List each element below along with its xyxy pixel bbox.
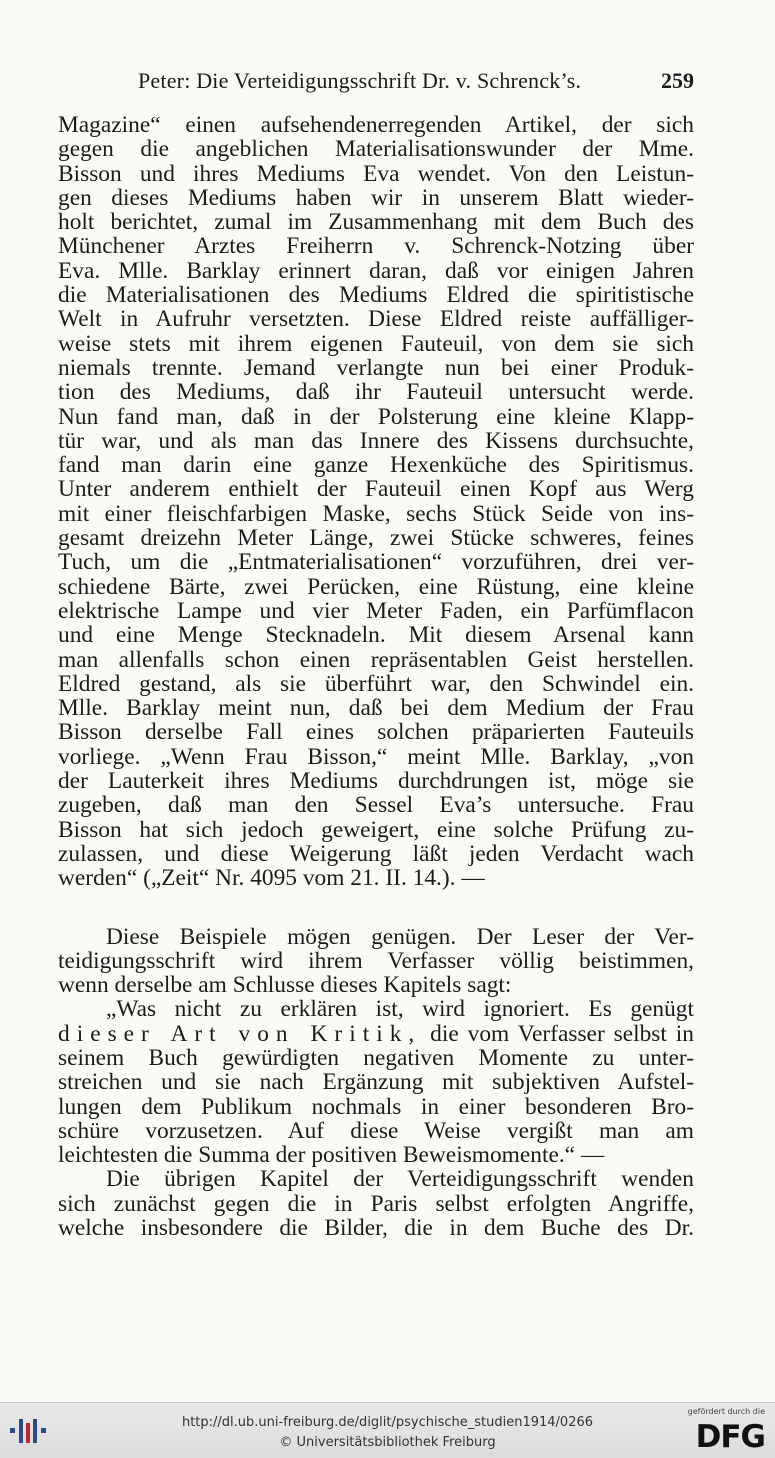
text-line: Welt in Aufruhr versetzten. Diese Eldred reiste auffälliger-	[58, 307, 694, 332]
text-line: Münchener Arztes Freiherrn v. Schrenck-Notzing über	[58, 234, 694, 259]
text-line: gegen die angeblichen Materialisationswunder der Mme.	[58, 137, 694, 162]
text-line: mit einer fleischfarbigen Maske, sechs Stück Seide von ins-	[58, 501, 694, 527]
text-line: schiedene Bärte, zwei Perücken, eine Rüstung, eine kleine	[58, 574, 694, 599]
text-line: zulassen, und diese Weigerung läßt jeden Verdacht wach	[58, 841, 694, 867]
text-line: der Lauterkeit ihres Mediums durchdrungen ist, möge sie	[58, 769, 694, 794]
digitization-footer	[0, 1402, 775, 1458]
paragraph-1	[58, 113, 694, 891]
text-line: Mlle. Barklay meint nun, daß bei dem Medium der Frau	[58, 696, 694, 721]
text-line: Eva. Mlle. Barklay erinnert daran, daß vor einigen Jahren	[58, 258, 694, 284]
text-span: die vom Verfasser selbst in	[421, 1021, 694, 1046]
text-line: Unter anderem enthielt der Fauteuil einen Kopf aus Werg	[58, 477, 694, 502]
text-line: man allenfalls schon einen repräsentablen Geist herstellen.	[58, 647, 694, 672]
text-line: Diese Beispiele mögen genügen. Der Leser der Ver-	[106, 924, 694, 949]
text-line: Tuch, um die „Entmaterialisationen“ vorzuführen, drei ver-	[58, 550, 694, 575]
text-line: vorliege. „Wenn Frau Bisson,“ meint Mlle. Barklay, „von	[58, 744, 694, 770]
copyright-notice: © Universitätsbibliothek Freiburg	[279, 1435, 496, 1450]
text-line: Die übrigen Kapitel der Verteidigungsschrift wenden	[106, 1167, 694, 1192]
text-line: niemals trennte. Jemand verlangte nun bei einer Produk-	[58, 355, 694, 381]
block-quote	[58, 997, 694, 1167]
text-line: Magazine“ einen aufsehendenerregenden Artikel, der sich	[58, 113, 694, 138]
text-line: leichtesten die Summa der positiven Beweismomente.“ —	[58, 1143, 605, 1168]
text-line: gen dieses Mediums haben wir in unserem Blatt wieder-	[58, 185, 694, 211]
text-line: lungen dem Publikum nochmals in einer besonderen Bro-	[58, 1094, 694, 1119]
text-line: zugeben, daß man den Sessel Eva’s untersuche. Frau	[58, 793, 694, 818]
text-line: Nun fand man, daß in der Polsterung eine kleine Klapp-	[58, 404, 694, 429]
text-line: elektrische Lampe und vier Meter Faden, ein Parfümflacon	[58, 598, 694, 624]
dfg-wordmark: DFG	[695, 1419, 765, 1455]
paragraph-2	[58, 925, 694, 998]
text-line: fand man darin eine ganze Hexenküche des Spiritismus.	[58, 453, 694, 478]
emphasized-text: dieser Art von Kritik,	[58, 1021, 422, 1046]
text-line: tür war, und als man das Innere des Kissens durchsuchte,	[58, 428, 694, 454]
text-line: Eldred gestand, als sie überführt war, den Schwindel ein.	[58, 671, 694, 697]
text-line: teidigungsschrift wird ihrem Verfasser völlig beistimmen,	[58, 948, 694, 974]
dfg-funding-logo	[683, 1407, 765, 1455]
text-line: wenn derselbe am Schlusse dieses Kapitels sagt:	[58, 973, 512, 998]
dfg-caption: gefördert durch die	[687, 1407, 765, 1416]
text-line: holt berichtet, zumal im Zusammenhang mit dem Buch des	[58, 210, 694, 235]
text-line: seinem Buch gewürdigten negativen Momente zu unter-	[58, 1045, 694, 1071]
text-line: welche insbesondere die Bilder, die in dem Buche des Dr.	[58, 1216, 694, 1241]
text-line: und eine Menge Stecknadeln. Mit diesem Arsenal kann	[58, 623, 694, 648]
text-line: tion des Mediums, daß ihr Fauteuil untersucht werde.	[58, 380, 694, 405]
page-number: 259	[661, 68, 694, 93]
text-line: schüre vorzusetzen. Auf diese Weise vergißt man am	[58, 1118, 694, 1144]
paragraph-gap	[58, 891, 694, 925]
paragraph-3	[58, 1167, 694, 1240]
text-line: die Materialisationen des Mediums Eldred die spiritistische	[58, 283, 694, 308]
text-line: werden“ („Zeit“ Nr. 4095 vom 21. II. 14.). —	[58, 866, 485, 891]
body-text	[58, 113, 694, 1240]
text-line: weise stets mit ihrem eigenen Fauteuil, von dem sie sich	[58, 331, 694, 356]
text-line: Bisson und ihres Mediums Eva wendet. Von den Leistun-	[58, 161, 694, 186]
text-line	[58, 1022, 694, 1046]
text-line: Bisson derselbe Fall eines solchen präparierten Fauteuils	[58, 720, 694, 745]
text-line: sich zunächst gegen die in Paris selbst erfolgten Angriffe,	[58, 1191, 694, 1217]
running-title: Peter: Die Verteidigungsschrift Dr. v. Schrenck’s.	[138, 68, 582, 93]
text-line: streichen und sie nach Ergänzung mit subjektiven Aufstel-	[58, 1070, 694, 1095]
text-line: gesamt dreizehn Meter Länge, zwei Stücke schweres, feines	[58, 526, 694, 551]
text-line: „Was nicht zu erklären ist, wird ignoriert. Es genügt	[106, 997, 694, 1022]
page-header	[58, 68, 694, 96]
source-url-link[interactable]: http://dl.ub.uni-freiburg.de/diglit/psychische_studien1914/0266	[181, 1415, 594, 1430]
text-line: Bisson hat sich jedoch geweigert, eine solche Prüfung zu-	[58, 817, 694, 842]
